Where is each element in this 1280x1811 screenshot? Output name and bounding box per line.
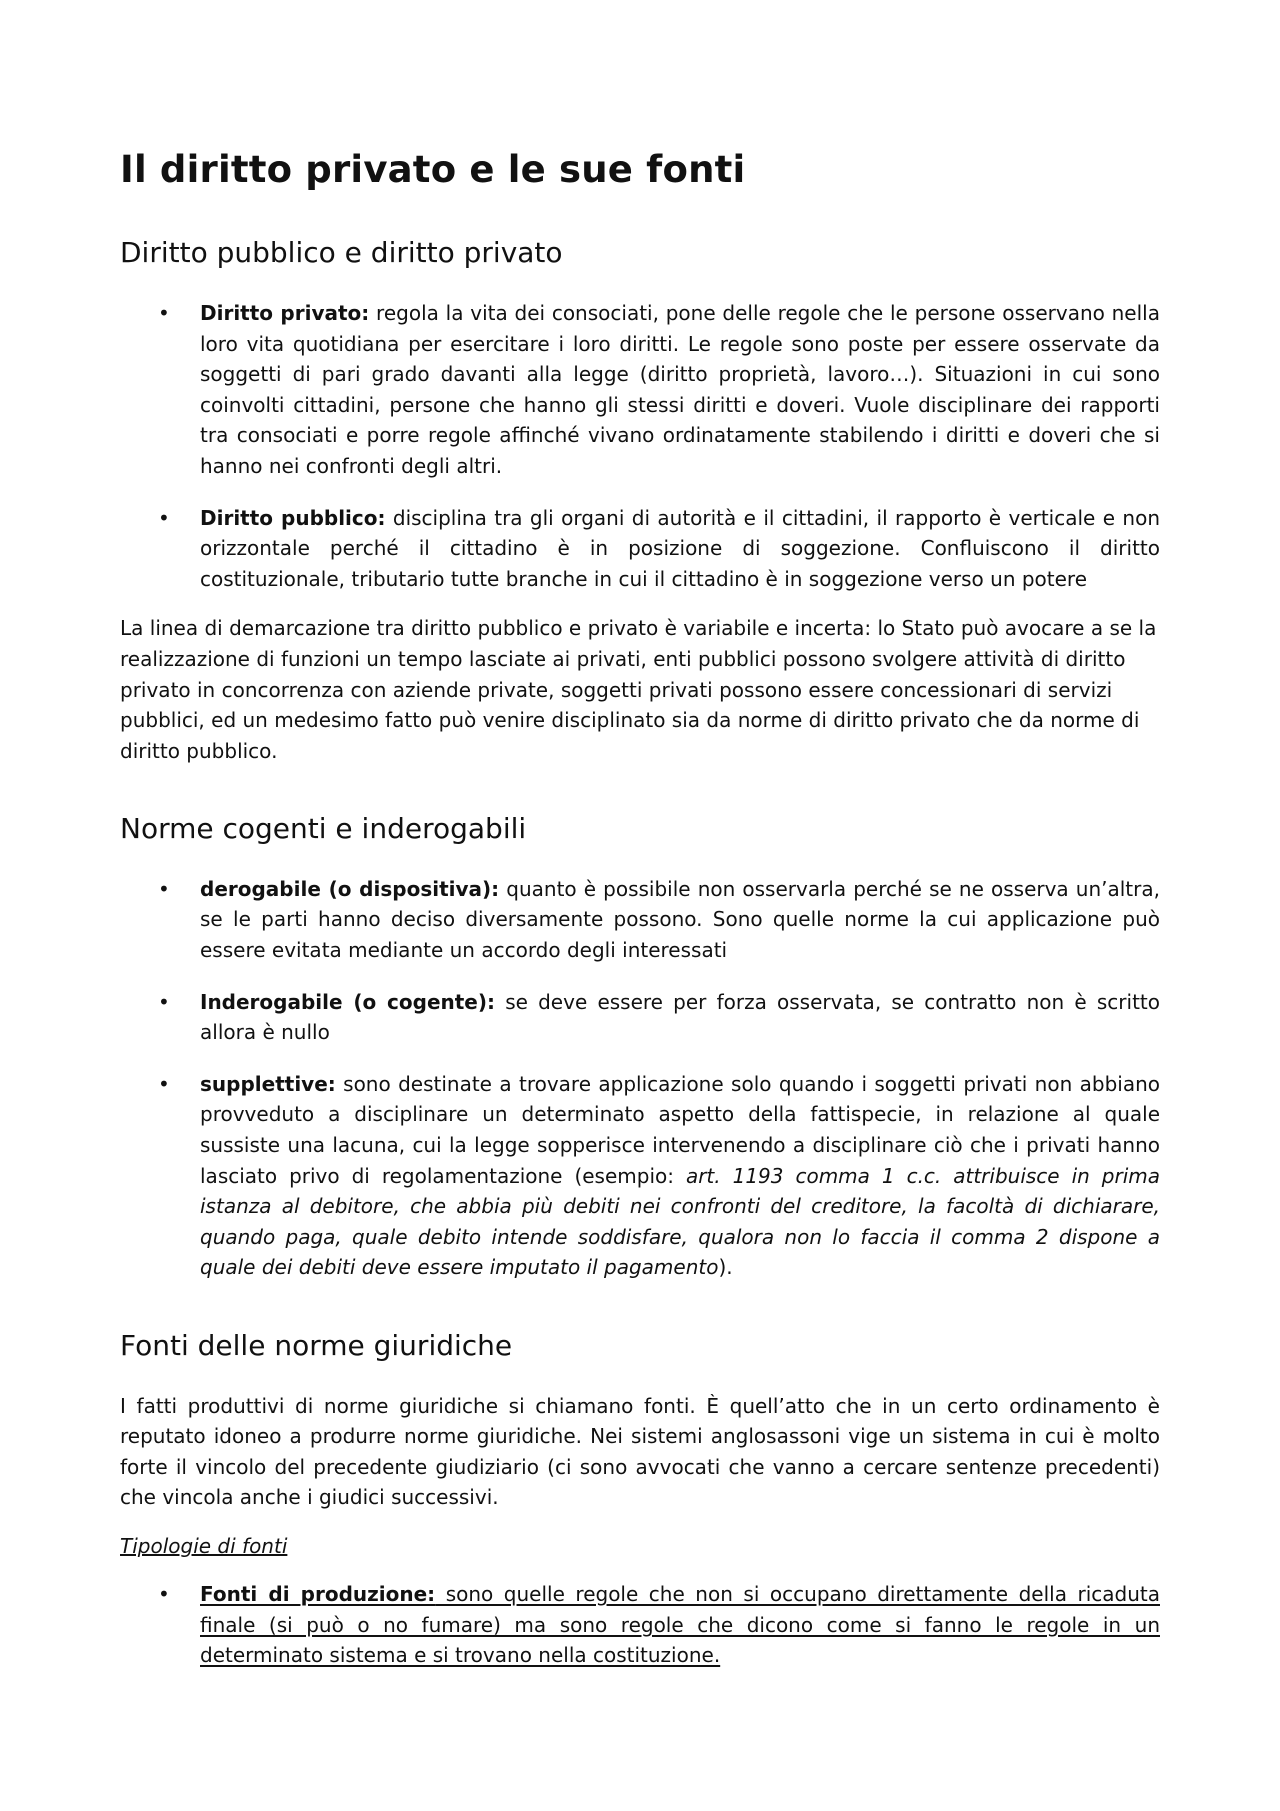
bullet-icon: • <box>158 505 170 530</box>
bullet-text: quanto è possibile non osservarla perché se ne osserva un’altra, se le parti hanno deciso diversamente possono. Sono quelle norme la cui applicazione può essere evitata mediante un accordo degli interessati <box>200 876 1160 963</box>
list-item <box>120 874 1160 966</box>
bullet-text: regola la vita dei consociati, pone delle regole che le persone osservano nella loro vita quotidiana per esercitare i loro diritti. Le regole sono poste per essere osservate da soggetti di pari grado davanti alla legge (diritto proprietà, lavoro…). Situazioni in cui sono coinvolti cittadini, persone che hanno gli stessi diritti e doveri. Vuole disciplinare dei rapporti tra consociati e porre regole affinché vivano ordinatamente stabilendo i diritti e doveri che si hanno nei confronti degli altri. <box>200 300 1160 478</box>
bullet-list <box>120 1579 1160 1671</box>
bullet-list <box>120 874 1160 1283</box>
bullet-icon: • <box>158 300 170 325</box>
bullet-icon: • <box>158 876 170 901</box>
paragraph: I fatti produttivi di norme giuridiche si chiamano fonti. È quell’atto che in un certo ordinamento è reputato idoneo a produrre norme giuridiche. Nei sistemi anglosassoni vige un sistema in cui è molto forte il vincolo del precedente giudiziario (ci sono avvocati che vanno a cercare sentenze precedenti) che vincola anche i giudici successivi. <box>120 1393 1160 1510</box>
list-item <box>120 298 1160 482</box>
bullet-text: sono destinate a trovare applicazione solo quando i soggetti privati non abbiano provveduto a disciplinare un determinato aspetto della fattispecie, in relazione al quale sussiste una lacuna, cui la legge sopperisce intervenendo a disciplinare ciò che i privati hanno lasciato privo di regolamentazione (esempio: <box>200 1071 1160 1188</box>
bullet-term: Inderogabile (o cogente): <box>200 989 496 1014</box>
bullet-list <box>120 298 1160 594</box>
bullet-term: Diritto pubblico: <box>200 505 386 530</box>
bullet-icon: • <box>158 1581 170 1606</box>
section-heading: Fonti delle norme giuridiche <box>120 1329 513 1363</box>
paragraph: La linea di demarcazione tra diritto pubblico e privato è variabile e incerta: lo Stato può avocare a se la realizzazione di funzioni un tempo lasciate ai privati, enti pubblici possono svolgere attività di diritto privato in concorrenza con aziende private, soggetti privati possono essere concessionari di servizi pubblici, ed un medesimo fatto può venire disciplinato sia da norme di diritto privato che da norme di diritto pubblico. <box>120 616 1157 763</box>
bullet-term: Fonti di produzione: <box>200 1581 436 1606</box>
list-item <box>120 1069 1160 1283</box>
bullet-icon: • <box>158 1071 170 1096</box>
list-item <box>120 987 1160 1048</box>
subheading: Tipologie di fonti <box>120 1533 288 1558</box>
bullet-italic-text: art. 1193 comma 1 c.c. attribuisce in prima istanza al debitore, che abbia più debiti nei confronti del creditore, la facoltà di dichiarare, quando paga, quale debito intende soddisfare, qualora non lo faccia il comma 2 dispone a quale dei debiti deve essere imputato il pagamento <box>200 1163 1160 1280</box>
bullet-term: supplettive: <box>200 1071 336 1096</box>
section-heading: Norme cogenti e inderogabili <box>120 812 527 846</box>
bullet-text: disciplina tra gli organi di autorità e il cittadini, il rapporto è verticale e non orizzontale perché il cittadino è in posizione di soggezione. Confluiscono il diritto costituzionale, tributario tutte branche in cui il cittadino è in soggezione verso un potere <box>200 505 1160 591</box>
bullet-tail-text: ). <box>718 1255 733 1280</box>
bullet-term: derogabile (o dispositiva): <box>200 876 500 901</box>
list-item <box>120 503 1160 595</box>
document-title: Il diritto privato e le sue fonti <box>120 148 746 191</box>
bullet-icon: • <box>158 989 170 1014</box>
section-heading: Diritto pubblico e diritto privato <box>120 236 563 270</box>
document-body <box>120 148 1160 1692</box>
list-item <box>120 1579 1160 1671</box>
bullet-term: Diritto privato: <box>200 300 370 325</box>
bullet-text: sono quelle regole che non si occupano direttamente della ricaduta finale (si può o no fumare) ma sono regole che dicono come si fanno le regole in un determinato sistema e si trovano nella costituzione. <box>200 1581 1160 1668</box>
bullet-text: se deve essere per forza osservata, se contratto non è scritto allora è nullo <box>200 989 1160 1045</box>
